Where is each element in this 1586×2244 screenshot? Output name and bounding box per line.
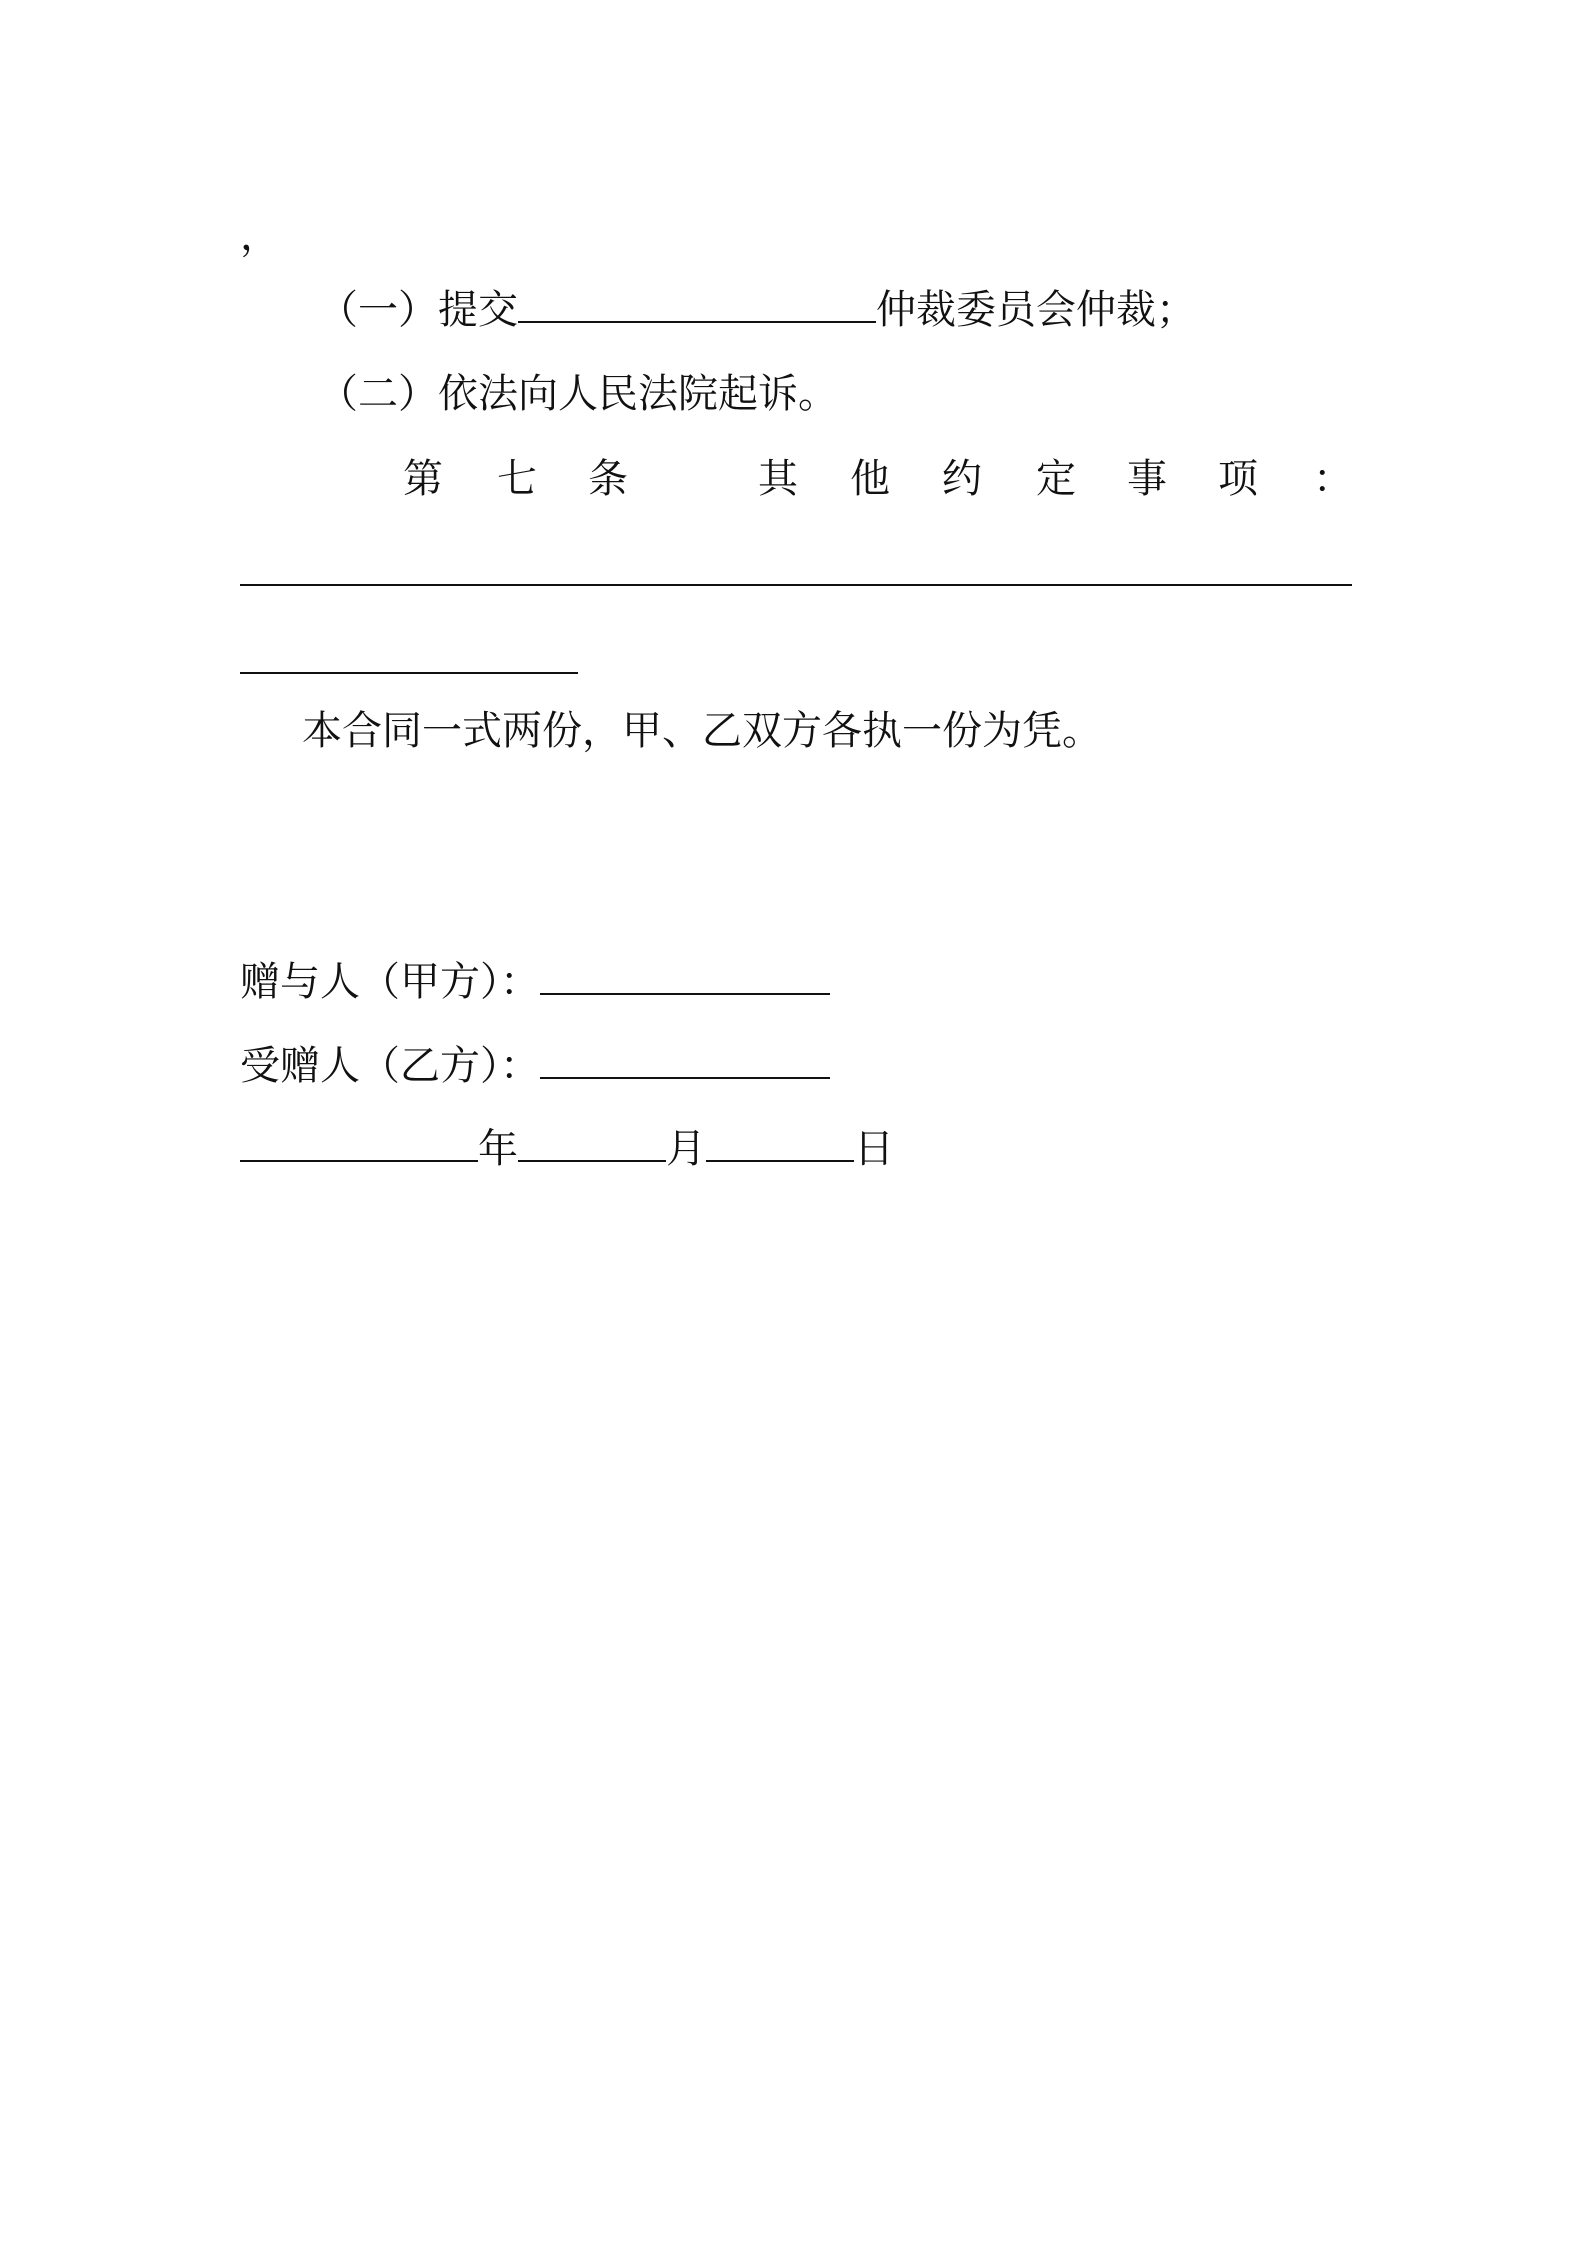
article-char: 他: [850, 456, 890, 502]
article-char: 约: [942, 456, 982, 502]
other-matters-blank-line-2: [240, 672, 578, 674]
month-label: 月: [666, 1126, 706, 1172]
date-line: [240, 1125, 894, 1173]
month-blank: [518, 1126, 666, 1162]
clause-item-1: [318, 286, 1196, 334]
arbitration-committee-blank: [518, 287, 876, 323]
item1-prefix: （一）提交: [318, 287, 518, 333]
donee-blank: [540, 1043, 830, 1079]
article-char: 第: [403, 456, 443, 502]
donor-signature-line: [240, 958, 830, 1006]
other-matters-blank-line-1: [240, 584, 1352, 586]
donee-label: 受赠人（乙方）：: [240, 1043, 540, 1089]
item1-suffix: 仲裁委员会仲裁；: [876, 287, 1196, 333]
article-char: 项: [1218, 456, 1258, 502]
article-char: 其: [758, 456, 798, 502]
clause-item-2: （二）依法向人民法院起诉。: [318, 371, 838, 417]
article-char: ：: [1313, 456, 1353, 502]
donor-label: 赠与人（甲方）：: [240, 959, 540, 1005]
article-char: 条: [588, 456, 628, 502]
stray-comma: ，: [240, 213, 280, 259]
article-char: 七: [497, 456, 537, 502]
day-blank: [706, 1126, 854, 1162]
article-char: 事: [1127, 456, 1167, 502]
year-blank: [240, 1126, 478, 1162]
donor-blank: [540, 959, 830, 995]
day-label: 日: [854, 1126, 894, 1172]
article-char: 定: [1036, 456, 1076, 502]
copies-statement: 本合同一式两份，甲、乙双方各执一份为凭。: [302, 708, 1102, 754]
donee-signature-line: [240, 1042, 830, 1090]
year-label: 年: [478, 1126, 518, 1172]
